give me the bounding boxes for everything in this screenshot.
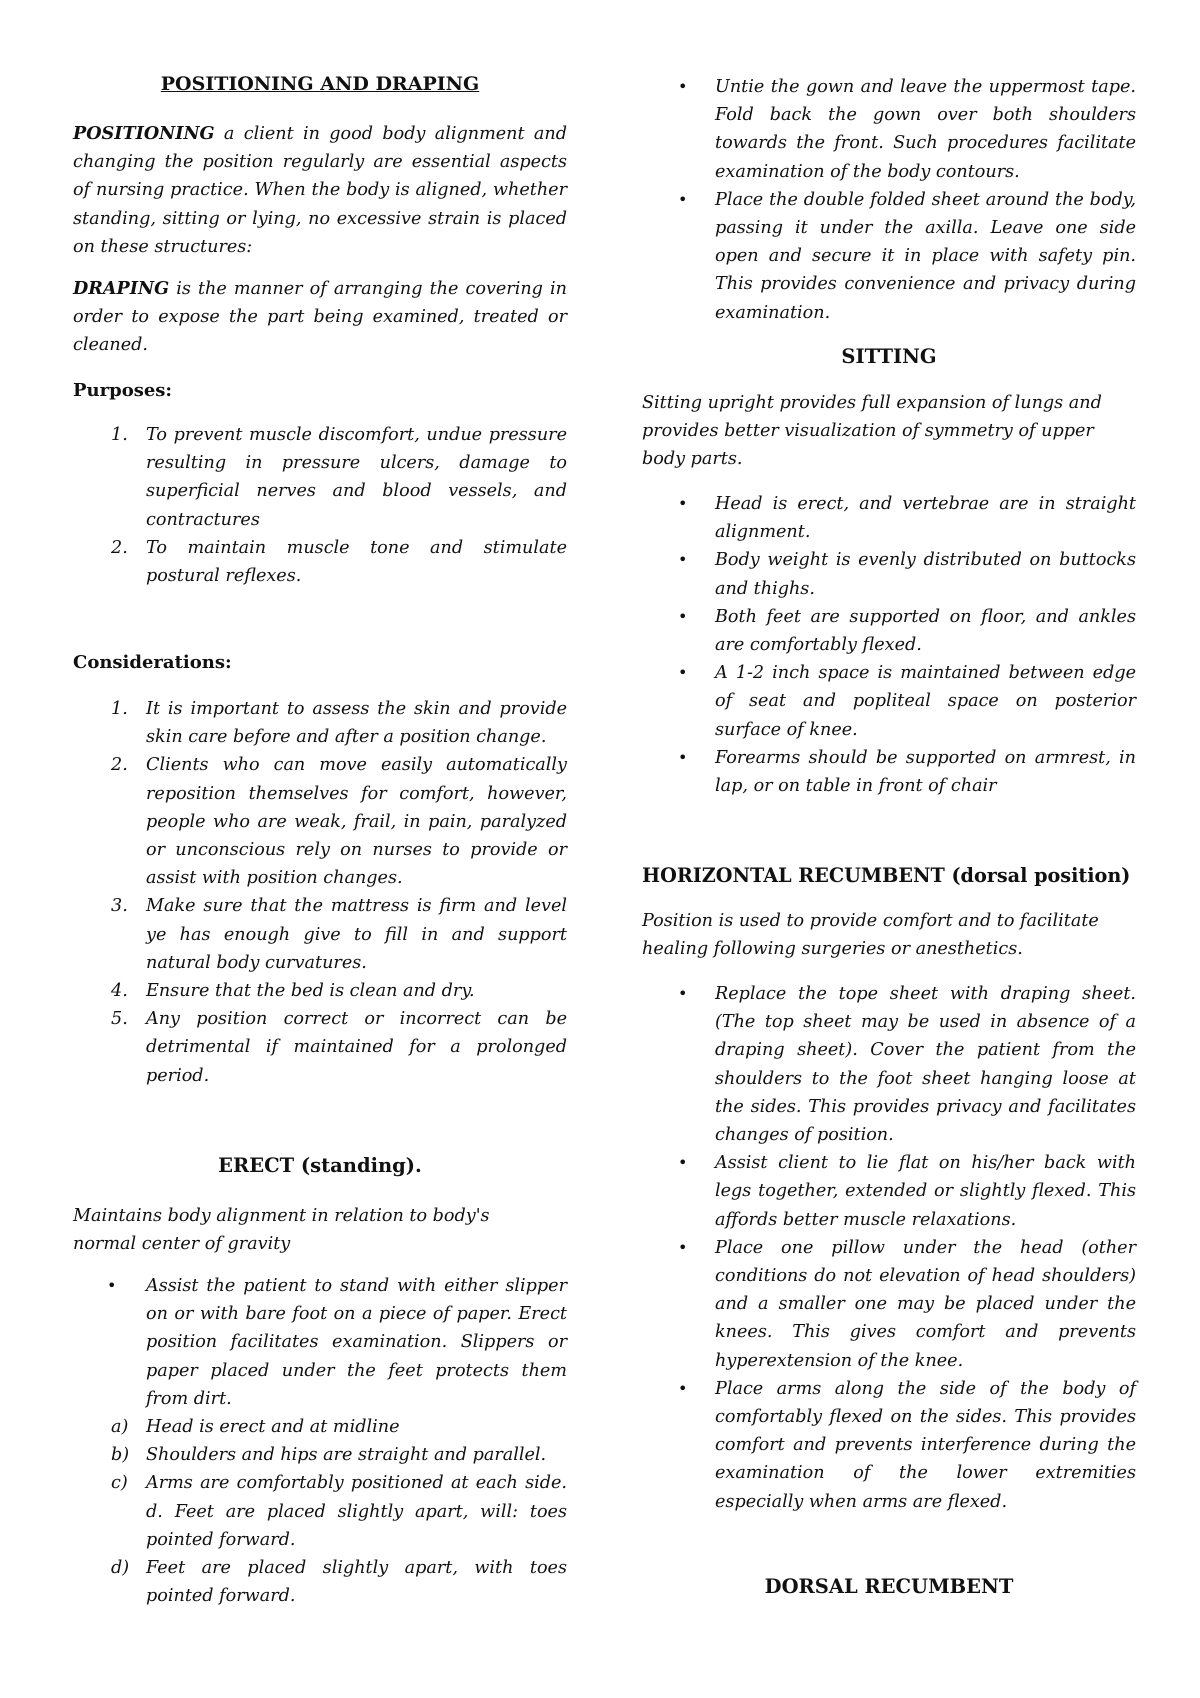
bullet-icon: • [678,606,688,626]
list-text: Feet are placed slightly apart, with toes pointed forward. [146,1558,567,1607]
list-number: 2. [111,537,128,558]
list-item [642,1375,1136,1516]
list-text: Make sure that the mattress is firm and level ye has enough give to fill in and support natural body curvatures. [146,896,567,973]
list-item [642,490,1136,546]
bullet-icon: • [107,1276,117,1295]
list-item [642,546,1136,602]
list-item [73,1272,567,1413]
list-item [73,421,567,534]
positioning-paragraph [73,120,567,261]
page-title: POSITIONING AND DRAPING [160,73,480,95]
bullet-icon: • [678,1153,688,1173]
considerations-list [73,695,567,1090]
draping-term: DRAPING [73,278,170,299]
list-text: Clients who can move easily automatically reposition themselves for comfort, however, people who are weak, frail, in pain, paralyzed or unconscious rely on nurses to provide or assist with position changes. [146,755,567,889]
horizontal-bullet-list [642,980,1136,1516]
bullet-icon: • [678,663,688,683]
list-text: Shoulders and hips are straight and parallel. [146,1445,547,1466]
draping-text: is the manner of arranging the covering in order to expose the part being examined, treated or cleaned. [73,279,567,356]
list-text: Body weight is evenly distributed on buttocks and thighs. [715,550,1136,599]
list-item [73,751,567,892]
sitting-intro: Sitting upright provides full expansion of lungs and provides better visualization of symmetry of upper body parts. [642,393,1102,470]
list-text: It is important to assess the skin and provide skin care before and after a position change. [146,699,567,748]
list-text: Forearms should be supported on armrest, in lap, or on table in front of chair [715,747,1136,797]
erect-heading: ERECT (standing). [218,1154,422,1177]
horizontal-recumbent-heading: HORIZONTAL RECUMBENT (dorsal position) [642,864,1131,887]
list-item [642,980,1136,1149]
list-item [73,1554,567,1610]
list-letter: a) [111,1417,129,1437]
list-number: 2. [111,755,128,776]
list-letter: b) [111,1445,130,1466]
list-text: Untie the gown and leave the uppermost tape. Fold back the gown over both shoulders towards the front. Such procedures facilitate examination of the body contours. [715,77,1136,182]
bullet-icon: • [678,984,688,1003]
positioning-text: a client in good body alignment and changing the position regularly are essential aspects of nursing practice. When the body is aligned, whether standing, sitting or lying, no excessive strain is placed on these structures: [73,124,567,257]
considerations-heading: Considerations: [73,652,232,673]
bullet-icon: • [678,77,688,96]
purposes-heading: Purposes: [73,380,173,401]
list-text: A 1-2 inch space is maintained between edge of seat and popliteal space on posterior surface of knee. [715,663,1136,740]
list-item [73,1005,567,1090]
bullet-icon: • [678,1378,688,1398]
list-text: To maintain muscle tone and stimulate postural reflexes. [146,537,567,587]
gown-bullet-list [642,73,1136,327]
draping-paragraph [73,275,567,360]
list-text: Ensure that the bed is clean and dry. [146,981,475,1002]
list-letter: c) [111,1473,128,1494]
list-item [642,603,1136,659]
list-text: Assist client to lie flat on his/her back with legs together, extended or slightly flexed. This affords better muscle relaxations. [715,1153,1136,1230]
list-number: 3. [111,896,128,917]
list-text: Both feet are supported on floor, and ankles are comfortably flexed. [715,606,1136,656]
list-item [73,1469,567,1554]
list-item [642,73,1136,186]
list-text: Place arms along the side of the body of comfortably flexed on the sides. This provides comfort and prevents interference during the examination of the lower extremities especially when arms are flexed. [715,1378,1136,1512]
list-item [642,1234,1136,1375]
list-text: Head is erect and at midline [146,1417,400,1437]
list-item [73,695,567,751]
list-item [73,534,567,590]
list-number: 1. [111,425,128,445]
horizontal-intro: Position is used to provide comfort and to facilitate healing following surgeries or anesthetics. [642,911,1099,960]
bullet-icon: • [678,494,688,513]
list-text: To prevent muscle discomfort, undue pressure resulting in pressure ulcers, damage to superficial nerves and blood vessels, and contractures [146,425,567,530]
list-text: Place the double folded sheet around the body, passing it under the axilla. Leave one side open and secure it in place with safety pin. This provides convenience and privacy during examination. [715,189,1136,323]
bullet-icon: • [678,747,688,767]
list-item [73,977,567,1005]
list-text: Head is erect, and vertebrae are in straight alignment. [715,494,1136,543]
bullet-icon: • [678,550,688,570]
dorsal-recumbent-heading: DORSAL RECUMBENT [764,1575,1014,1598]
list-text: Assist the patient to stand with either slipper on or with bare foot on a piece of paper. Erect position facilitates examination. Slippers or paper placed under the feet protects them from dirt. [146,1276,567,1409]
erect-bullet-list [73,1272,567,1413]
sitting-bullet-list [642,490,1136,800]
list-number: 1. [111,699,128,719]
purposes-list [73,421,567,590]
sitting-heading: SITTING [841,345,937,368]
list-item [73,892,567,977]
list-item [642,186,1136,327]
list-text: Replace the tope sheet with draping sheet. (The top sheet may be used in absence of a draping sheet). Cover the patient from the shoulders to the foot sheet hanging loose at the sides. This provides privacy and facilitates changes of position. [715,984,1136,1146]
list-item [642,744,1136,800]
list-text: Arms are comfortably positioned at each side. d. Feet are placed slightly apart, will: toes pointed forward. [146,1473,567,1550]
erect-intro: Maintains body alignment in relation to body's normal center of gravity [73,1206,490,1255]
list-number: 5. [111,1009,128,1030]
list-item [73,1441,567,1469]
positioning-term: POSITIONING [73,123,215,144]
list-item [642,1149,1136,1234]
list-item [642,659,1136,744]
list-text: Any position correct or incorrect can be detrimental if maintained for a prolonged period. [146,1009,567,1086]
list-letter: d) [111,1558,130,1579]
bullet-icon: • [678,1237,688,1257]
list-item [73,1413,567,1441]
list-number: 4. [111,981,128,1002]
erect-alignment-list [73,1413,567,1610]
bullet-icon: • [678,189,688,209]
list-text: Place one pillow under the head (other conditions do not elevation of head shoulders) and a smaller one may be placed under the knees. This gives comfort and prevents hyperextension of the knee. [715,1237,1136,1371]
